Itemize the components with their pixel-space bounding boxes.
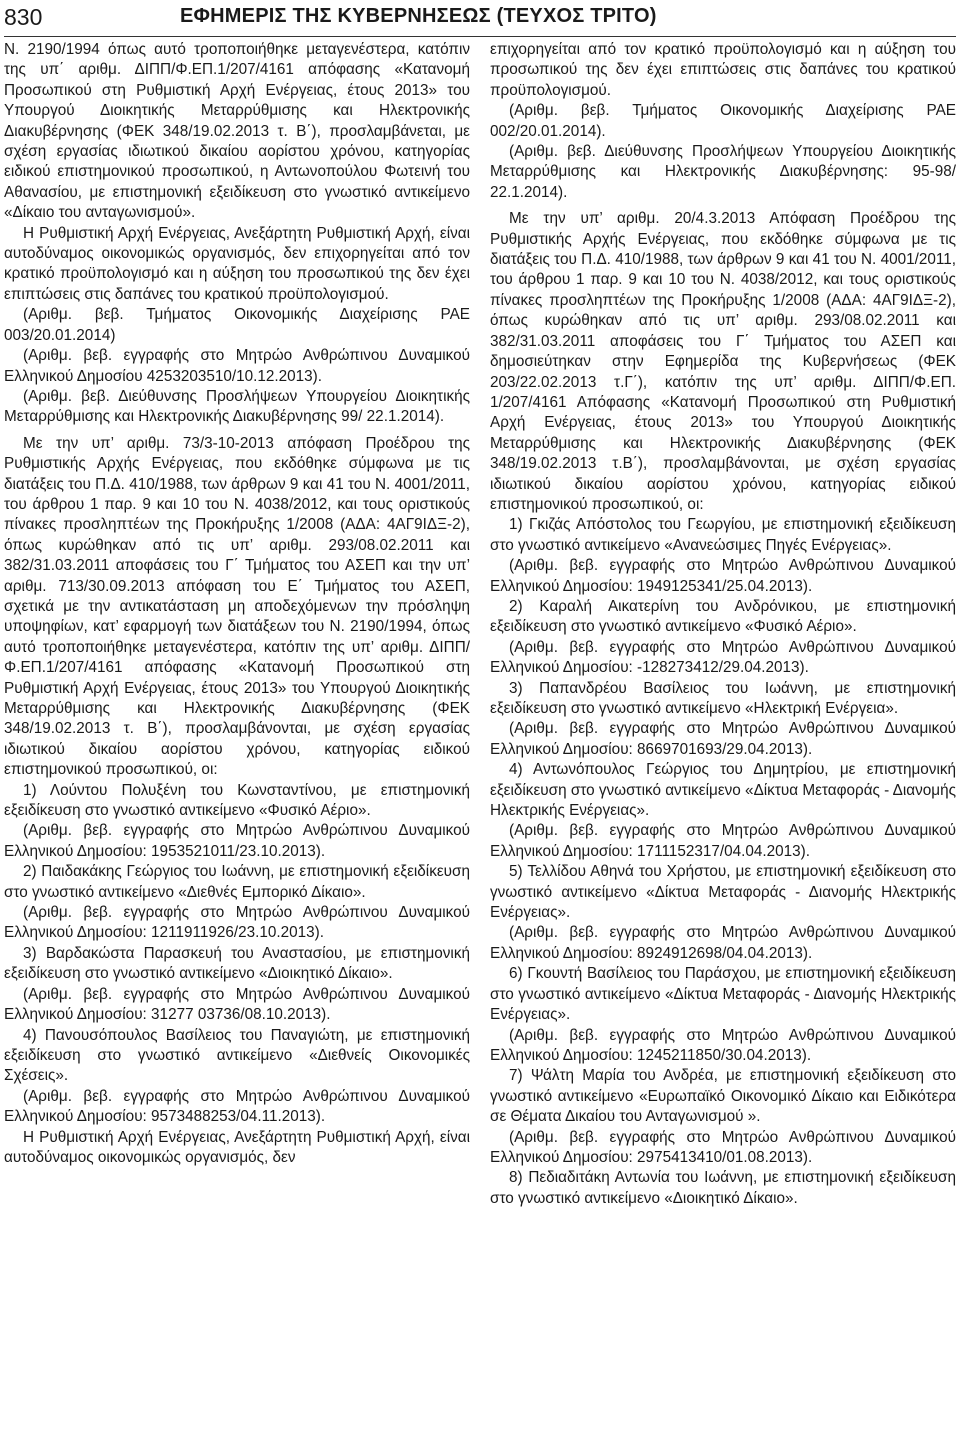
paragraph: (Αριθμ. βεβ. εγγραφής στο Μητρώο Ανθρώπινου Δυναμικού Ελληνικού Δημοσίου: 1211911926/23.10.2013). bbox=[4, 904, 470, 942]
paragraph: 1) Γκιζάς Απόστολος του Γεωργίου, με επιστημονική εξειδίκευση στο γνωστικό αντικείμενο «Ανανεώσιμες Πηγές Ενέργειας». bbox=[490, 516, 956, 554]
paragraph: (Αριθμ. βεβ. εγγραφής στο Μητρώο Ανθρώπινου Δυναμικού Ελληνικού Δημοσίου: 1245211850/30.04.2013). bbox=[490, 1026, 956, 1064]
paragraph: (Αριθμ. βεβ. Διεύθυνσης Προσλήψεων Υπουργείου Διοικητικής Μεταρρύθμισης και Ηλεκτρονικής Διακυβέρνησης: 95-98/ 22.1.2014). bbox=[490, 143, 956, 201]
gazette-title: ΕΦΗΜΕΡΙΣ ΤΗΣ ΚΥΒΕΡΝΗΣΕΩΣ (ΤΕΥΧΟΣ ΤΡΙΤΟ) bbox=[180, 5, 657, 27]
paragraph: (Αριθμ. βεβ. Τμήματος Οικονομικής Διαχείρισης ΡΑΕ 002/20.01.2014). bbox=[490, 102, 956, 140]
page-number: 830 bbox=[4, 4, 43, 30]
paragraph: (Αριθμ. βεβ. εγγραφής στο Μητρώο Ανθρώπινου Δυναμικού Ελληνικού Δημοσίου: 31277 03736/08.10.2013). bbox=[4, 985, 470, 1024]
paragraph: (Αριθμ. βεβ. εγγραφής στο Μητρώο Ανθρώπινου Δυναμικού Ελληνικού Δημοσίου: 1711152317/04.04.2013). bbox=[490, 822, 956, 860]
paragraph: 8) Πεδιαδιτάκη Αντωνία του Ιωάννη, με επιστημονική εξειδίκευση στο γνωστικό αντικείμενο «Διοικητικό Δίκαιο». bbox=[490, 1169, 956, 1207]
paragraph: Με την υπ’ αριθμ. 73/3-10-2013 απόφαση Προέδρου της Ρυθμιστικής Αρχής Ενέργειας, που εκδόθηκε σύμφωνα με τις διατάξεις του Π.Δ. 410/1988, των άρθρων 9 και 41 του Ν. 4001/2011, του άρθρου 1 παρ. 9 και 10 του Ν. 4038/2012, και τους οριστικούς πίνακες προσληπτέων της Προκήρυξης 1/2008 (ΑΔΑ: 4ΑΓ9ΙΔΞ-2), όπως κυρώθηκαν από τις υπ’ αριθμ. 293/08.02.2011 και 382/31.03.2011 αποφάσεις του Γ΄ Τμήματος του ΑΣΕΠ και την υπ’ αριθμ. 713/30.09.2013 απόφαση του Ε΄ Τμήματος του ΑΣΕΠ, σχετικά με την αντικατάσταση μη αποδεχόμενων την πρόσληψη υποψηφίων, κατ’ εφαρμογή των διατάξεων του Ν. 2190/1994, όπως αυτό τροποποιήθηκε μεταγενέστερα, κατόπιν της υπ’ αριθμ. ΔΙΠΠ/Φ.ΕΠ.1/207/4161 απόφασης «Κατανομή Προσωπικού στη Ρυθμιστική Αρχή Ενέργειας, έτους 2013» του Υπουργού Διοικητικής Μεταρρύθμισης και Ηλεκτρονικής Διακυβέρνησης (ΦΕΚ 348/19.02.2013 τ. Β΄), προσλαμβάνονται, με σχέση εργασίας ιδιωτικού δικαίου αορίστου χρόνου, κατηγορίας ειδικού επιστημονικού προσωπικού, οι: bbox=[4, 434, 470, 779]
paragraph: 3) Παπανδρέου Βασίλειος του Ιωάννη, με επιστημονική εξειδίκευση στο γνωστικό αντικείμενο «Ηλεκτρική Ενέργεια». bbox=[490, 679, 956, 717]
paragraph: 7) Ψάλτη Μαρία του Ανδρέα, με επιστημονική εξειδίκευση στο γνωστικό αντικείμενο «Ευρωπαϊκό Οικονομικό Δίκαιο και Ειδικότερα σε Θέματα Δικαίου του Ανταγωνισμού ». bbox=[490, 1067, 956, 1126]
paragraph: 4) Αντωνόπουλος Γεώργιος του Δημητρίου, με επιστημονική εξειδίκευση στο γνωστικό αντικείμενο «Δίκτυα Μεταφοράς - Διανομής Ηλεκτρικής Ενέργειας». bbox=[490, 761, 956, 820]
paragraph: (Αριθμ. βεβ. εγγραφής στο Μητρώο Ανθρώπινου Δυναμικού Ελληνικού Δημοσίου: -128273412/29.04.2013). bbox=[490, 638, 956, 677]
paragraph: 1) Λούντου Πολυξένη του Κωνσταντίνου, με επιστημονική εξειδίκευση στο γνωστικό αντικείμενο «Φυσικό Αέριο». bbox=[4, 781, 470, 820]
paragraph: (Αριθμ. βεβ. Τμήματος Οικονομικής Διαχείρισης ΡΑΕ 003/20.01.2014) bbox=[4, 306, 470, 344]
paragraph: επιχορηγείται από τον κρατικό προϋπολογισμό και η αύξηση του προσωπικού της δεν έχει επιπτώσεις στις δαπάνες του κρατικού προϋπολογισμού. bbox=[490, 41, 956, 99]
paragraph: (Αριθμ. βεβ. εγγραφής στο Μητρώο Ανθρώπινου Δυναμικού Ελληνικού Δημοσίου: 8669701693/29.04.2013). bbox=[490, 720, 956, 758]
paragraph: (Αριθμ. βεβ. εγγραφής στο Μητρώο Ανθρώπινου Δυναμικού Ελληνικού Δημοσίου: 1953521011/23.10.2013). bbox=[4, 822, 470, 860]
paragraph: Η Ρυθμιστική Αρχή Ενέργειας, Ανεξάρτητη Ρυθμιστική Αρχή, είναι αυτοδύναμος οικονομικώς οργανισμός, δεν bbox=[4, 1128, 470, 1166]
paragraph: 2) Καραλή Αικατερίνη του Ανδρόνικου, με επιστημονική εξειδίκευση στο γνωστικό αντικείμενο «Φυσικό Αέριο». bbox=[490, 597, 956, 636]
paragraph: (Αριθμ. βεβ. εγγραφής στο Μητρώο Ανθρώπινου Δυναμικού Ελληνικού Δημοσίου: 9573488253/04.11.2013). bbox=[4, 1087, 470, 1126]
right-column bbox=[490, 40, 956, 1209]
paragraph: (Αριθμ. βεβ. εγγραφής στο Μητρώο Ανθρώπινου Δυναμικού Ελληνικού Δημοσίου 4253203510/10.12.2013). bbox=[4, 347, 470, 385]
paragraph: (Αριθμ. βεβ. εγγραφής στο Μητρώο Ανθρώπινου Δυναμικού Ελληνικού Δημοσίου: 1949125341/25.04.2013). bbox=[490, 557, 956, 595]
paragraph: 2) Παιδακάκης Γεώργιος του Ιωάννη, με επιστημονική εξειδίκευση στο γνωστικό αντικείμενο «Διεθνές Εμπορικό Δίκαιο». bbox=[4, 863, 470, 901]
page-header bbox=[0, 0, 960, 38]
paragraph: 3) Βαρδακώστα Παρασκευή του Αναστασίου, με επιστημονική εξειδίκευση στο γνωστικό αντικείμενο «Διοικητικό Δίκαιο». bbox=[4, 944, 470, 983]
header-rule bbox=[4, 36, 956, 37]
paragraph: Ν. 2190/1994 όπως αυτό τροποποιήθηκε μεταγενέστερα, κατόπιν της υπ΄ αριθμ. ΔΙΠΠ/Φ.ΕΠ.1/207/4161 απόφασης «Κατανομή Προσωπικού στη Ρυθμιστική Αρχή Ενέργειας, έτους 2013» του Υπουργού Διοικητικής Μεταρρύθμισης και Ηλεκτρονικής Διακυβέρνησης (ΦΕΚ 348/19.02.2013 τ. Β΄), προσλαμβάνεται, με σχέση εργασίας ιδιωτικού δικαίου αορίστου χρόνου, κατηγορίας ειδικού επιστημονικού προσωπικού, η Αντωνοπούλου Φωτεινή του Αθανασίου, με επιστημονική εξειδίκευση στο γνωστικό αντικείμενο «Δίκαιο του ανταγωνισμού». bbox=[4, 41, 470, 222]
paragraph: 4) Πανουσόπουλος Βασίλειος του Παναγιώτη, με επιστημονική εξειδίκευση στο γνωστικό αντικείμενο «Διεθνείς Οικονομικές Σχέσεις». bbox=[4, 1026, 470, 1085]
paragraph: (Αριθμ. βεβ. Διεύθυνσης Προσλήψεων Υπουργείου Διοικητικής Μεταρρύθμισης και Ηλεκτρονικής Διακυβέρνησης 99/ 22.1.2014). bbox=[4, 387, 470, 426]
paragraph: Με την υπ’ αριθμ. 20/4.3.2013 Απόφαση Προέδρου της Ρυθμιστικής Αρχής Ενέργειας, που εκδόθηκε σύμφωνα με τις διατάξεις του Π.Δ. 410/1988, των άρθρων 9 και 41 του Ν. 4001/2011, του άρθρου 1 παρ. 9 και 10 του Ν. 4038/2012, και τους οριστικούς πίνακες προσληπτέων της Προκήρυξης 1/2008 (ΑΔΑ: 4ΑΓ9ΙΔΞ-2), όπως κυρώθηκαν από τις υπ’ αριθμ. 293/08.02.2011 και 382/31.03.2011 αποφάσεις του Γ΄ Τμήματος του ΑΣΕΠ και δημοσιεύτηκαν στην Εφημερίδα της Κυβερνήσεως (ΦΕΚ 203/22.02.2013 τ.Γ΄), κατόπιν της υπ’ αριθμ. ΔΙΠΠ/Φ.ΕΠ. 1/207/4161 Απόφασης «Κατανομή Προσωπικού στη Ρυθμιστική Αρχή Ενέργειας, έτους 2013» του Υπουργού Διοικητικής Μεταρρύθμισης και Ηλεκτρονικής Διακυβέρνησης (ΦΕΚ 348/19.02.2013 τ.Β΄), προσλαμβάνονται, με σχέση εργασίας ιδιωτικού δικαίου αορίστου χρόνου, κατηγορίας ειδικού επιστημονικού προσωπικού, οι: bbox=[490, 210, 956, 513]
left-column bbox=[4, 40, 470, 1168]
paragraph: (Αριθμ. βεβ. εγγραφής στο Μητρώο Ανθρώπινου Δυναμικού Ελληνικού Δημοσίου: 8924912698/04.04.2013). bbox=[490, 924, 956, 962]
paragraph: 6) Γκουντή Βασίλειος του Παράσχου, με επιστημονική εξειδίκευση στο γνωστικό αντικείμενο «Δίκτυα Μεταφοράς - Διανομής Ηλεκτρικής Ενέργειας». bbox=[490, 965, 956, 1024]
paragraph: Η Ρυθμιστική Αρχή Ενέργειας, Ανεξάρτητη Ρυθμιστική Αρχή, είναι αυτοδύναμος οικονομικώς οργανισμός, δεν επιχορηγείται από τον κρατικό προϋπολογισμό και η αύξηση του προσωπικού της δεν έχει επιπτώσεις στις δαπάνες του κρατικού προϋπολογισμού. bbox=[4, 224, 470, 303]
paragraph: 5) Τελλίδου Αθηνά του Χρήστου, με επιστημονική εξειδίκευση στο γνωστικό αντικείμενο «Δίκτυα Μεταφοράς - Διανομής Ηλεκτρικής Ενέργειας». bbox=[490, 863, 956, 922]
paragraph: (Αριθμ. βεβ. εγγραφής στο Μητρώο Ανθρώπινου Δυναμικού Ελληνικού Δημοσίου: 2975413410/01.08.2013). bbox=[490, 1128, 956, 1166]
